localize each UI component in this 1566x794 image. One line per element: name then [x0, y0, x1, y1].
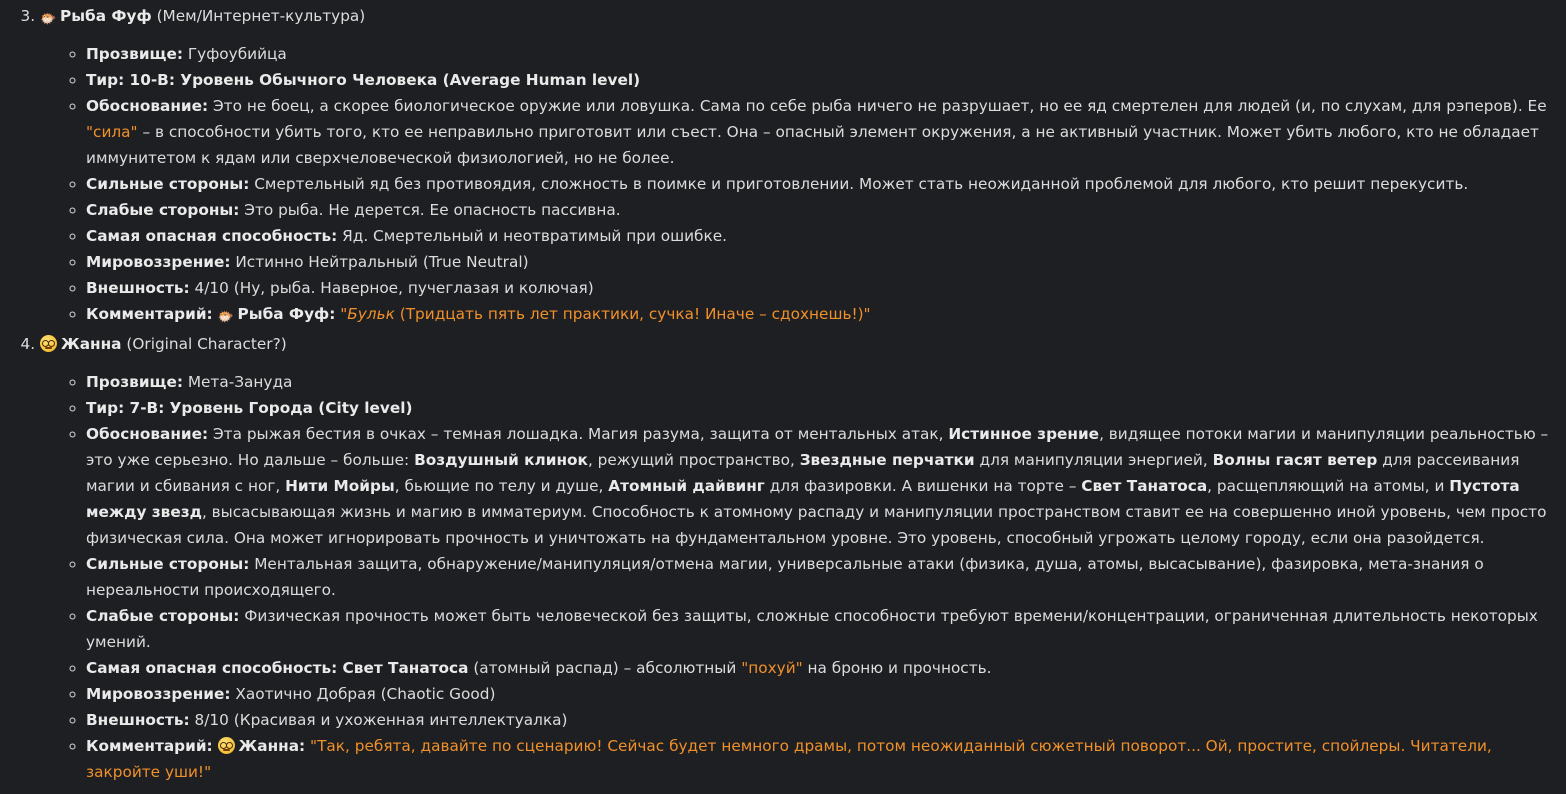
prop-dangerous-ability: [86, 223, 1550, 249]
label-appearance: Внешность:: [86, 711, 190, 729]
prop-alignment: [86, 249, 1550, 275]
value-strengths: Смертельный яд без противоядия, сложность в поимке и приготовлении. Может стать неожиданной проблемой для любого, кто решит перекусить.: [254, 175, 1469, 193]
value-dangerous-ability: (атомный распад) – абсолютный: [473, 659, 737, 677]
prop-alignment: [86, 681, 1550, 707]
prop-comment: [86, 301, 1550, 327]
value-dangerous-ability: Яд. Смертельный и неотвратимый при ошибке.: [342, 227, 727, 245]
label-weaknesses: Слабые стороны:: [86, 201, 240, 219]
value-weaknesses: Физическая прочность может быть человеческой без защиты, сложные способности требуют времени/концентрации, ограниченная длительность некоторых умений.: [86, 607, 1538, 651]
value-dangerous-ability: на броню и прочность.: [807, 659, 992, 677]
ability-name: Волны гасят ветер: [1212, 451, 1378, 469]
label-comment: Комментарий:: [86, 305, 213, 323]
prop-appearance: [86, 707, 1550, 733]
prop-strengths: [86, 171, 1550, 197]
value-appearance: 4/10 (Ну, рыба. Наверное, пучеглазая и колючая): [194, 279, 594, 297]
value-nickname: Гуфоубийца: [187, 45, 287, 63]
prop-appearance: [86, 275, 1550, 301]
label-dangerous-ability: Самая опасная способность: Свет Танатоса: [86, 659, 469, 677]
prop-nickname: [86, 369, 1550, 395]
value-alignment: Хаотично Добрая (Chaotic Good): [235, 685, 496, 703]
prop-justification: [86, 421, 1550, 551]
label-tier: Тир: 10-B: Уровень Обычного Человека (Average Human level): [86, 71, 641, 89]
label-nickname: Прозвище:: [86, 45, 183, 63]
prop-tier: [86, 395, 1550, 421]
nerd-face-icon: [218, 737, 235, 754]
label-dangerous-ability: Самая опасная способность:: [86, 227, 338, 245]
ability-name: Звездные перчатки: [799, 451, 975, 469]
justification-text: , расщепляющий на атомы, и: [1207, 477, 1445, 495]
property-list: [40, 369, 1550, 785]
label-weaknesses: Слабые стороны:: [86, 607, 240, 625]
label-alignment: Мировоззрение:: [86, 685, 231, 703]
value-weaknesses: Это рыба. Не дерется. Ее опасность пассивна.: [244, 201, 621, 219]
justification-text: , видящее потоки магии и манипуляции реальностью – это уже серьезно. Но дальше – больше:: [86, 425, 1549, 469]
justification-text: для манипуляции энергией,: [979, 451, 1208, 469]
comment-quote: [340, 305, 870, 323]
prop-dangerous-ability: [86, 655, 1550, 681]
justification-text: , режущий пространство,: [587, 451, 795, 469]
label-tier: Тир: 7-B: Уровень Города (City level): [86, 399, 413, 417]
value-alignment: Истинно Нейтральный (True Neutral): [235, 253, 529, 271]
ability-name: Пустота между звезд: [86, 477, 1520, 521]
prop-justification: [86, 93, 1550, 171]
label-justification: Обоснование:: [86, 97, 209, 115]
blowfish-icon: 🐡: [217, 310, 234, 325]
character-category: (Мем/Интернет-культура): [156, 7, 366, 25]
highlighted-quote: "сила": [86, 123, 138, 141]
character-entry-zhanna: [40, 331, 1550, 785]
highlighted-quote: "похуй": [741, 659, 803, 677]
justification-text: , бьющие по телу и душе,: [394, 477, 604, 495]
justification-text: Эта рыжая бестия в очках – темная лошадка. Магия разума, защита от ментальных атак,: [213, 425, 944, 443]
nerd-face-icon: [40, 335, 57, 352]
comment-italic: Бульк: [347, 305, 395, 323]
comment-speaker: Жанна:: [238, 737, 306, 755]
ability-name: Атомный дайвинг: [608, 477, 765, 495]
label-comment: Комментарий:: [86, 737, 213, 755]
character-entry-fish: [40, 3, 1550, 327]
justification-text: для фазировки. А вишенки на торте –: [769, 477, 1077, 495]
character-category: (Original Character?): [126, 335, 287, 353]
comment-speaker: Рыба Фуф:: [237, 305, 336, 323]
property-list: [40, 41, 1550, 327]
prop-comment: [86, 733, 1550, 785]
entry-heading: [40, 331, 1550, 357]
label-appearance: Внешность:: [86, 279, 190, 297]
blowfish-icon: 🐡: [40, 12, 57, 27]
value-strengths: Ментальная защита, обнаружение/манипуляция/отмена магии, универсальные атаки (физика, душа, атомы, высасывание), фазировка, мета-знания о нереальности происходящего.: [86, 555, 1484, 599]
character-name: Жанна: [61, 335, 122, 353]
entry-heading: [40, 3, 1550, 29]
label-nickname: Прозвище:: [86, 373, 183, 391]
ability-name: Свет Танатоса: [1081, 477, 1208, 495]
label-alignment: Мировоззрение:: [86, 253, 231, 271]
justification-text: для рассеивания магии и сбивания с ног,: [86, 451, 1520, 495]
ability-name: Воздушный клинок: [414, 451, 588, 469]
prop-tier: [86, 67, 1550, 93]
value-nickname: Мета-Зануда: [187, 373, 293, 391]
label-strengths: Сильные стороны:: [86, 555, 250, 573]
character-list: [20, 3, 1550, 785]
justification-text: Это не боец, а скорее биологическое оружие или ловушка. Сама по себе рыба ничего не разрушает, но ее яд смертелен для людей (и, по слухам, для рэперов). Ее: [213, 97, 1547, 115]
quote-mark: ": [340, 305, 348, 323]
prop-strengths: [86, 551, 1550, 603]
prop-nickname: [86, 41, 1550, 67]
ability-name: Истинное зрение: [948, 425, 1100, 443]
label-strengths: Сильные стороны:: [86, 175, 250, 193]
prop-weaknesses: [86, 197, 1550, 223]
character-name: Рыба Фуф: [60, 7, 152, 25]
justification-text: – в способности убить того, кто ее неправильно приготовит или съест. Она – опасный элемент окружения, а не активный участник. Может убить любого, кто не обладает иммунитетом к ядам или сверхчеловеческой физиологией, но не более.: [86, 123, 1539, 167]
ability-name: Нити Мойры: [285, 477, 395, 495]
justification-text: , высасывающая жизнь и магию в имматериум. Способность к атомному распаду и манипуляции пространством ставит ее на совершенно иной уровень, чем просто физическая сила. Она может игнорировать прочность и уничтожать на фундаментальном уровне. Это уровень, способный угрожать целому городу, если она разойдется.: [86, 503, 1547, 547]
comment-quote: "Так, ребята, давайте по сценарию! Сейчас будет немного драмы, потом неожиданный сюжетный поворот... Ой, простите, спойлеры. Читатели, закройте уши!": [86, 737, 1492, 781]
value-appearance: 8/10 (Красивая и ухоженная интеллектуалка): [194, 711, 568, 729]
prop-weaknesses: [86, 603, 1550, 655]
comment-rest: (Тридцать пять лет практики, сучка! Иначе – сдохнешь!)": [399, 305, 871, 323]
label-justification: Обоснование:: [86, 425, 209, 443]
